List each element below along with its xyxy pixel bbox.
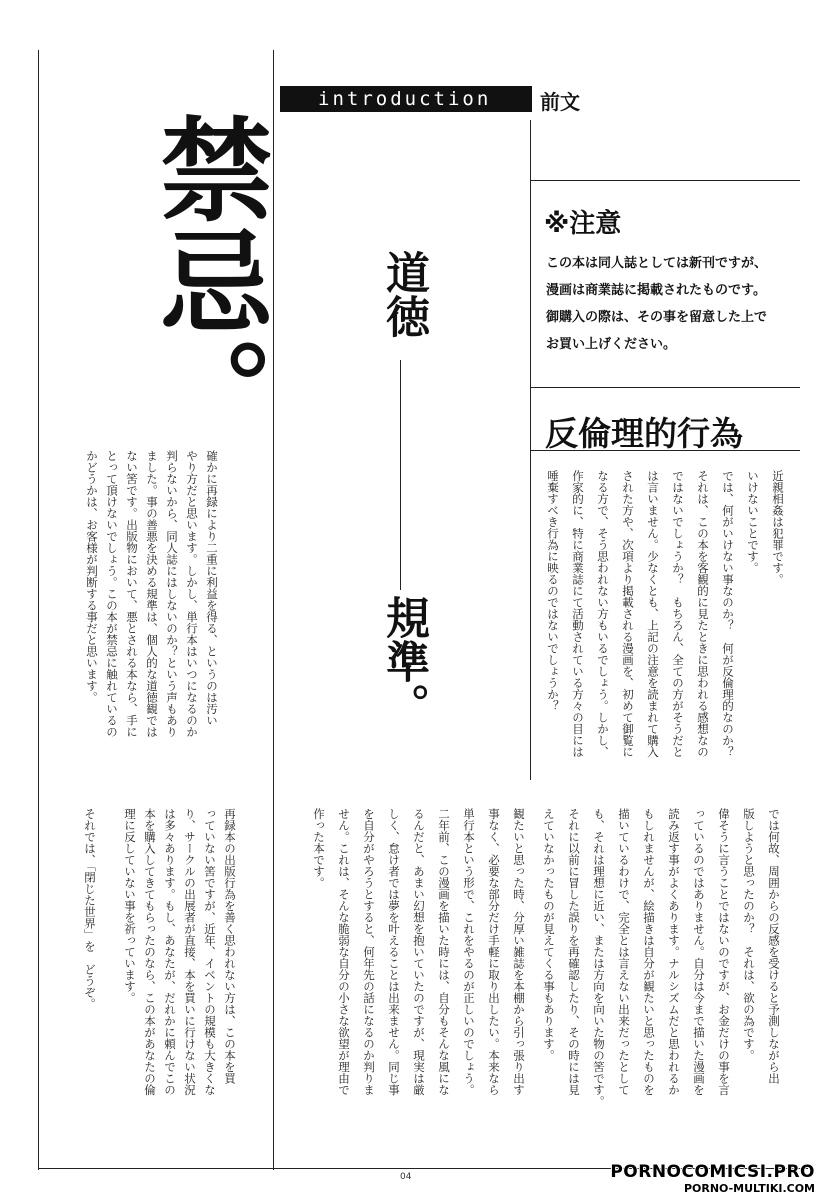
notice-title: ※注意	[544, 209, 622, 239]
body-text-left-top: 確かに再録により二重に利益を得る、というのは汚い やり方だと思います。しかし、単行本はいつになるのか 判らないから、同人誌にはしないのか？という声もあり ました。事の善悪を決める規準は、個人的な道徳観では ない筈です。出版物において、悪とされる本なら、手に とって頂けないでしょう。この本が禁忌に触れているの かどうかは、お客様が判断する事だと思います。	[85, 450, 219, 738]
main-title: 禁忌。	[142, 112, 273, 448]
subtitle-standard: 規準。	[378, 595, 429, 727]
left-margin-rule	[38, 50, 39, 1170]
notice-top-rule	[530, 180, 800, 181]
subtitle-morality: 道徳	[378, 250, 429, 338]
notice-bottom-rule	[530, 387, 800, 388]
page-number: 04	[400, 1172, 412, 1182]
body-text-right-top: 近親相姦は犯罪です。 いけないことです。 では、何がいけない事なのか？ 何が反倫理的なのか？ それは、この本を客観的に見たときに思われる感想なの ではないでしょうか？ もちろん、全ての方がそうだと は言いません。少なくとも、上記の注意を読まれて購入 された方や、次項より掲載される漫画を、初めて御覧に なる方で、そう思われない方もいるでしょう。しかし、 作家的に、特に商業誌にて活動されている方々の目には 唾棄すべき行為に映るのではないでしょうか？	[546, 470, 785, 758]
intro-kanji: 前文	[540, 90, 580, 114]
body-text-right-bottom: では何故、周囲からの反感を受けると予測しながら出 版しようと思ったのか？ それは、欲の為です。 偉そうに言うことではないのですが、お金だけの事を言 っているのではありません。自分は今まで描いた漫画を 読み返す事がよくあります。ナルシズムだと思われるか もしれませんが、絵描きは自分が観たいと思ったものを 描いているわけで、完全とは言えない出来だったとして も、それは理想に近い、または方向を向いた物の筈です。 それに以前に冒した誤りを再確認したり、その時には見 えていなかったものが見えてくる事もあります。	[542, 808, 781, 1107]
notice-line: 漫画は商業誌に掲載されたものです。	[546, 283, 766, 298]
notice-line: お買い上げください。	[546, 337, 677, 352]
subtitle-connector-rule	[400, 360, 401, 590]
watermark-main[interactable]: PORNOCOMICSI.PRO	[610, 1162, 815, 1182]
section-heading: 反倫理的行為	[545, 414, 743, 453]
intro-label: introduction	[318, 88, 492, 110]
notice-line: 御購入の際は、その事を留意した上で	[546, 310, 768, 325]
watermark-sub[interactable]: PORNO-MULTIKI.COM	[683, 1182, 815, 1195]
body-text-left-bottom: 再録本の出版行為を善く思われない方は、この本を買 っていない筈ですが、近年、イベントの規模も大きくな り、サークルの出展者が直接、本を買いに行けない状況 は多々あります。もし、あなたが、だれかに頼んでこの 本を購入してきてもらったのなら、この本があなたの倫 理に反していない事を祈っています。 それでは、「閉じた世界」を どうぞ。	[83, 808, 237, 1096]
notice-line: この本は同人誌としては新刊ですが、	[546, 256, 768, 271]
center-column-rule	[273, 50, 274, 1170]
body-text-center-bottom: 観たいと思った時、分厚い雑誌を本棚から引っ張り出す 事なく、必要な部分だけ手軽に取り出したい。本来なら 単行本という形で、これをやるのが正しいのでしょう。 二年前、この漫画を描いた時には、自分もそんな風にな るんだと、あまい幻想を抱いていたのですが、現実は厳 しく、怠け者では夢を叶えることは出来ません。同じ事 を自分がやろうとすると、何年先の話になるのか判りま せん。これは、そんな脆弱な自分の小さな欲望が理由で 作った本です。	[312, 808, 526, 1096]
